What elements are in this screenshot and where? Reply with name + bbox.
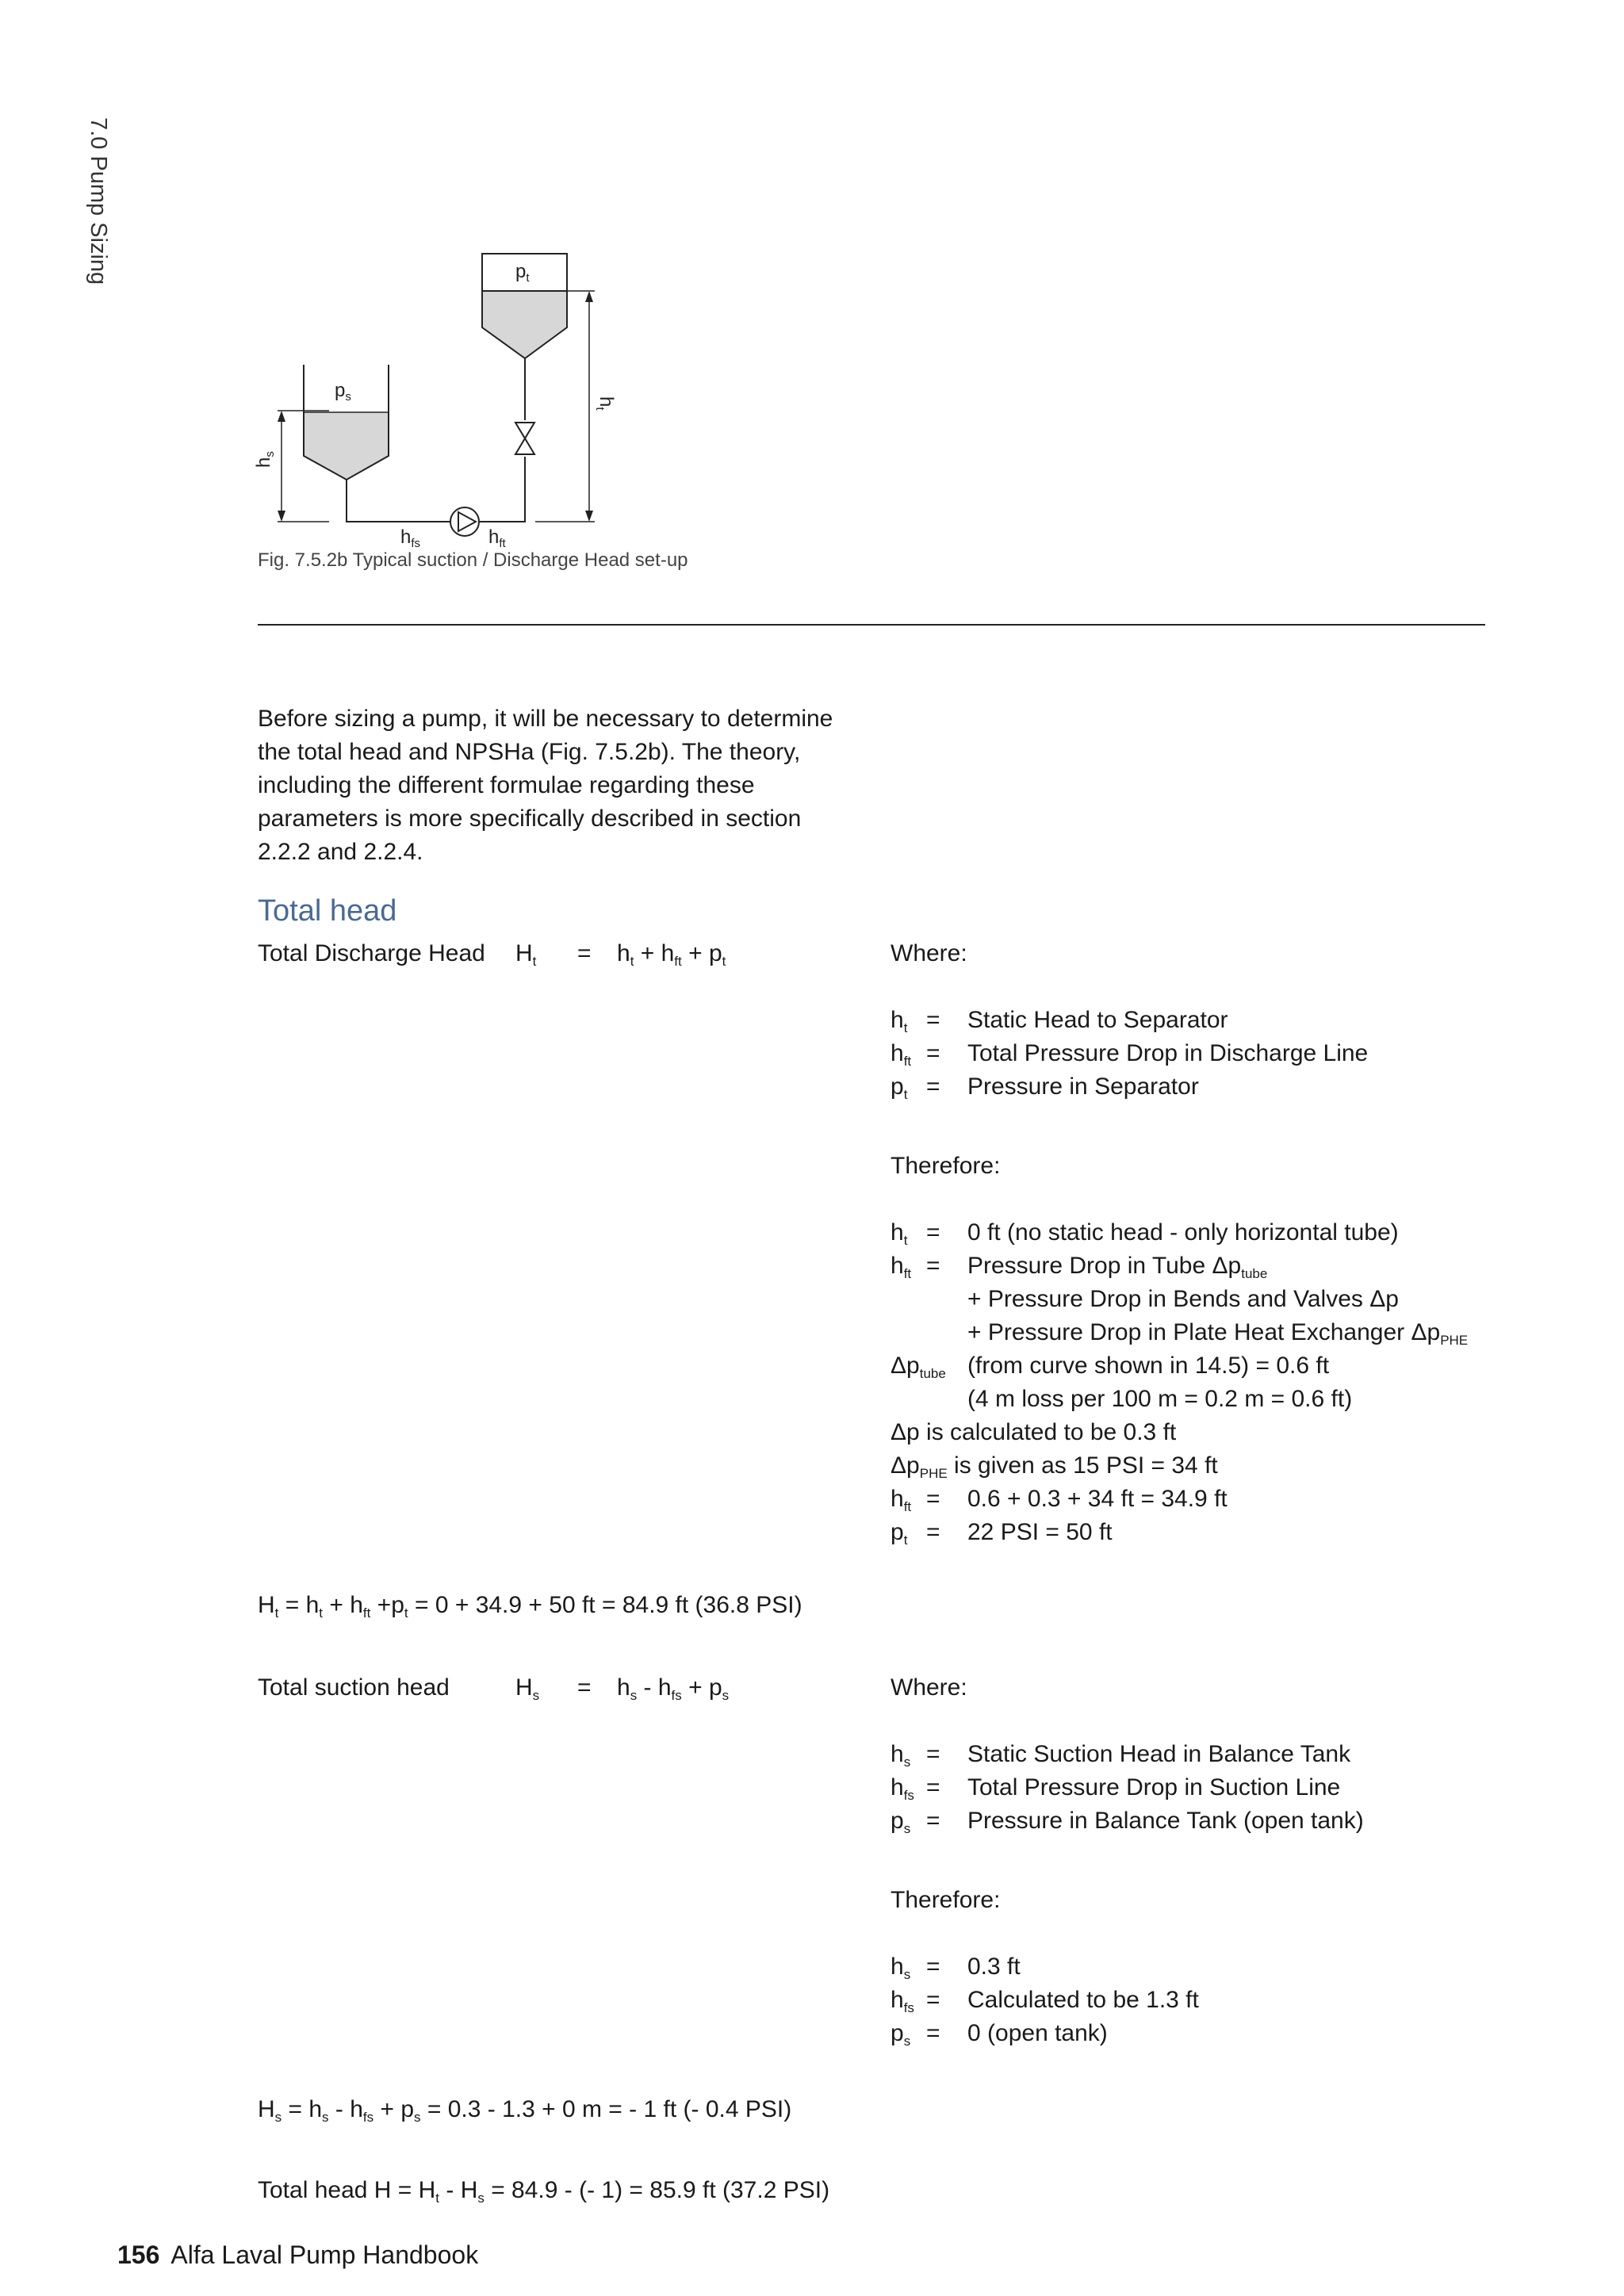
suction-therefore: Therefore: [891,1887,1001,1913]
figure-caption: Fig. 7.5.2b Typical suction / Discharge Head set-up [258,549,688,571]
suction-discharge-diagram [238,238,714,555]
suction-label: Total suction head [258,1674,450,1701]
intro-paragraph: Before sizing a pump, it will be necessary to determine the total head and NPSHa (Fig. 7.5.2b). The theory, including the different formulae regarding these parameters is more specifically described in section 2.2.2 and 2.2.4. [258,706,833,865]
hs-label: $h_s$ [253,451,277,468]
book-title: Alfa Laval Pump Handbook [170,2241,479,2269]
discharge-result: $H_t = h_t + h_{ft} +p_t = 0 + 34.9 + 50$ ft = 84.9 ft (36.8 PSI) [258,1592,802,1621]
section-heading: Total head [258,894,397,928]
discharge-symbol: $H_t$ [515,940,537,969]
section-header: 7.0 Pump Sizing [86,117,111,285]
suction-result: $H_s = h_s - h_{fs} + p_s = 0.3 - 1.3 + 0$ m = - 1 ft (- 0.4 PSI) [258,2096,792,2125]
hfs-label: $h_{fs}$ [400,526,421,550]
suction-symbol: $H_s$ [515,1674,540,1703]
total-head-result: Total head $H = H_t - H_s = 84.9$ - (- 1) = 85.9 ft (37.2 PSI) [258,2177,830,2206]
suction-equals: = [577,1674,592,1701]
valve-icon [515,423,534,438]
pt-label: $p_t$ [515,261,530,285]
discharge-where: Where: [891,940,967,966]
discharge-formula: $h_t + h_{ft} + p_t$ [617,940,726,969]
suction-formula: $h_s - h_{fs} + p_s$ [617,1674,730,1703]
divider [258,624,1485,626]
ht-label: $h_t$ [593,396,617,411]
page-footer [117,2241,478,2270]
hft-label: $h_{ft}$ [488,526,506,550]
discharge-label: Total Discharge Head [258,940,485,966]
suction-where: Where: [891,1674,967,1701]
page-number: 156 [117,2241,160,2269]
discharge-therefore: Therefore: [891,1153,1001,1179]
discharge-equals: = [577,940,592,966]
ps-label: $p_s$ [335,380,351,404]
